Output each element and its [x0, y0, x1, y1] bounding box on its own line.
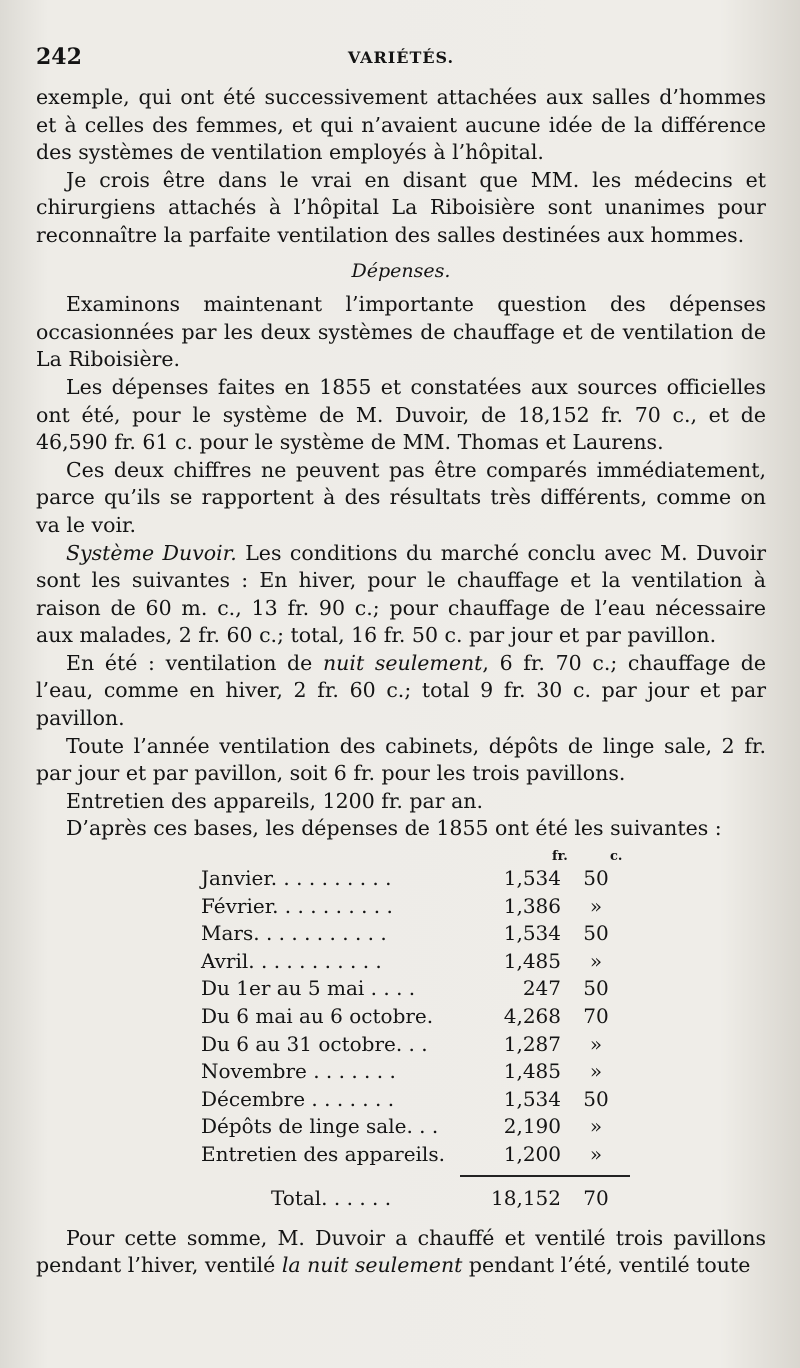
paragraph-duvoir — [36, 540, 766, 650]
closing-before: Pour cette somme, M. Duvoir a chauffé et ventilé trois pavillons pendant l’hiver, ventilé — [36, 1225, 766, 1278]
total-c: 70 — [583, 1185, 609, 1210]
summer-text-before: En été : ventilation de — [66, 650, 323, 675]
expense-c: » — [589, 948, 603, 973]
summer-italic: nuit seulement — [322, 650, 483, 675]
expense-row — [36, 1086, 766, 1114]
expense-units — [36, 843, 766, 865]
expense-row — [36, 975, 766, 1003]
total-row — [36, 1181, 766, 1215]
duvoir-text: Les conditions du marché conclu avec M. Duvoir sont les suivantes : En hiver, pour le chauffage et la ventilation à raison de 60 m. c., 13 fr. 90 c.; pour chauffage de l’eau nécessaire aux malades, 2 fr. 60 c.; total, 16 fr. 50 c. par jour et par pavillon. — [36, 540, 766, 648]
expense-fr: 1,485 — [503, 1059, 561, 1084]
expense-label: Février. . . . . . . . . . — [201, 893, 393, 918]
expense-fr: 4,268 — [503, 1004, 561, 1028]
expense-fr: 1,534 — [503, 1086, 561, 1111]
expense-c: » — [589, 1059, 603, 1084]
expense-row — [36, 920, 766, 948]
expense-fr: 1,386 — [503, 893, 561, 918]
expense-fr: 247 — [522, 976, 561, 1001]
section-title: Dépenses. — [351, 259, 451, 282]
expense-fr: 1,200 — [503, 1141, 561, 1166]
expense-label: Du 1er au 5 mai . . . . — [201, 976, 416, 1001]
expense-label: Avril. . . . . . . . . . . — [201, 948, 382, 973]
paragraph-closing — [36, 1225, 766, 1280]
expense-c: » — [589, 893, 603, 918]
paragraph-summer — [36, 650, 766, 733]
paragraph: Je crois être dans le vrai en disant que MM. les médecins et chirurgiens attachés à l’hôpital La Riboisière sont unanimes pour reconnaître la parfaite ventilation des salles destinées aux hommes. — [36, 167, 766, 247]
expense-fr: 1,534 — [503, 921, 561, 946]
expense-row — [36, 1058, 766, 1086]
expense-table — [36, 865, 766, 1169]
expense-label: Du 6 au 31 octobre. . . — [201, 1031, 428, 1056]
expense-label: Entretien des appareils. — [201, 1141, 445, 1166]
expense-row — [36, 893, 766, 921]
running-head: VARIÉTÉS. — [347, 48, 455, 67]
expense-c: 50 — [583, 976, 609, 1001]
expense-fr: 2,190 — [503, 1114, 561, 1139]
expense-c: » — [589, 1141, 603, 1166]
summer-text-after: , 6 fr. 70 c.; chauffage de l’eau, comme en hiver, 2 fr. 60 c.; total 9 fr. 30 c. par jour et par pavillon. — [36, 650, 766, 731]
paragraph: exemple, qui ont été successivement attachées aux salles d’hommes et à celles des femmes, et qui n’avaient aucune idée de la différence des systèmes de ventilation employés à l’hôpital. — [36, 85, 766, 165]
body-text — [36, 84, 766, 843]
expense-fr: 1,534 — [503, 866, 561, 891]
expense-row — [36, 1141, 766, 1169]
paragraph: Toute l’année ventilation des cabinets, dépôts de linge sale, 2 fr. par jour et par pavillon, soit 6 fr. pour les trois pavillons. — [36, 733, 766, 786]
expense-label: Janvier. . . . . . . . . . — [201, 866, 392, 891]
paragraph: Entretien des appareils, 1200 fr. par an. — [66, 788, 484, 813]
closing-after: pendant l’été, ventilé toute — [462, 1253, 751, 1278]
expense-c: » — [589, 1031, 603, 1056]
unit-fr: fr. — [552, 849, 568, 865]
page-header — [36, 40, 766, 84]
expense-fr: 1,485 — [503, 948, 561, 973]
expense-label: Novembre . . . . . . . — [201, 1059, 396, 1084]
paragraph: Les dépenses faites en 1855 et constatées aux sources officielles ont été, pour le système de M. Duvoir, de 18,152 fr. 70 c., et de 46,590 fr. 61 c. pour le système de MM. Thomas et Laurens. — [36, 374, 766, 455]
expense-row — [36, 1113, 766, 1141]
page-number: 242 — [36, 44, 82, 70]
expense-c: 70 — [583, 1004, 609, 1028]
expense-label: Du 6 mai au 6 octobre. — [201, 1004, 434, 1028]
paragraph: Ces deux chiffres ne peuvent pas être comparés immédiatement, parce qu’ils se rapportent à des résultats très différents, comme on va le voir. — [36, 457, 766, 537]
unit-c: c. — [610, 849, 623, 865]
paragraph: D’après ces bases, les dépenses de 1855 ont été les suivantes : — [66, 816, 722, 841]
total-label: Total. . . . . . — [271, 1185, 392, 1210]
expense-row — [36, 1031, 766, 1059]
paragraph: Examinons maintenant l’importante question des dépenses occasionnées par les deux systèmes de chauffage et de ventilation de La Riboisière. — [36, 292, 766, 372]
total-rule — [36, 1169, 766, 1181]
expense-row — [36, 948, 766, 976]
total-fr: 18,152 — [491, 1185, 561, 1210]
expense-row — [36, 865, 766, 893]
closing-text — [36, 1225, 766, 1280]
expense-fr: 1,287 — [503, 1031, 561, 1056]
expense-label: Mars. . . . . . . . . . . — [201, 921, 387, 946]
expense-c: 50 — [583, 1086, 609, 1111]
closing-italic: la nuit seulement — [281, 1253, 463, 1278]
expense-label: Décembre . . . . . . . — [201, 1086, 395, 1111]
expense-row — [36, 1003, 766, 1031]
expense-c: » — [589, 1114, 603, 1139]
duvoir-heading: Système Duvoir. — [66, 540, 237, 565]
expense-c: 50 — [583, 921, 609, 946]
expense-label: Dépôts de linge sale. . . — [201, 1114, 439, 1139]
expense-c: 50 — [583, 866, 609, 891]
